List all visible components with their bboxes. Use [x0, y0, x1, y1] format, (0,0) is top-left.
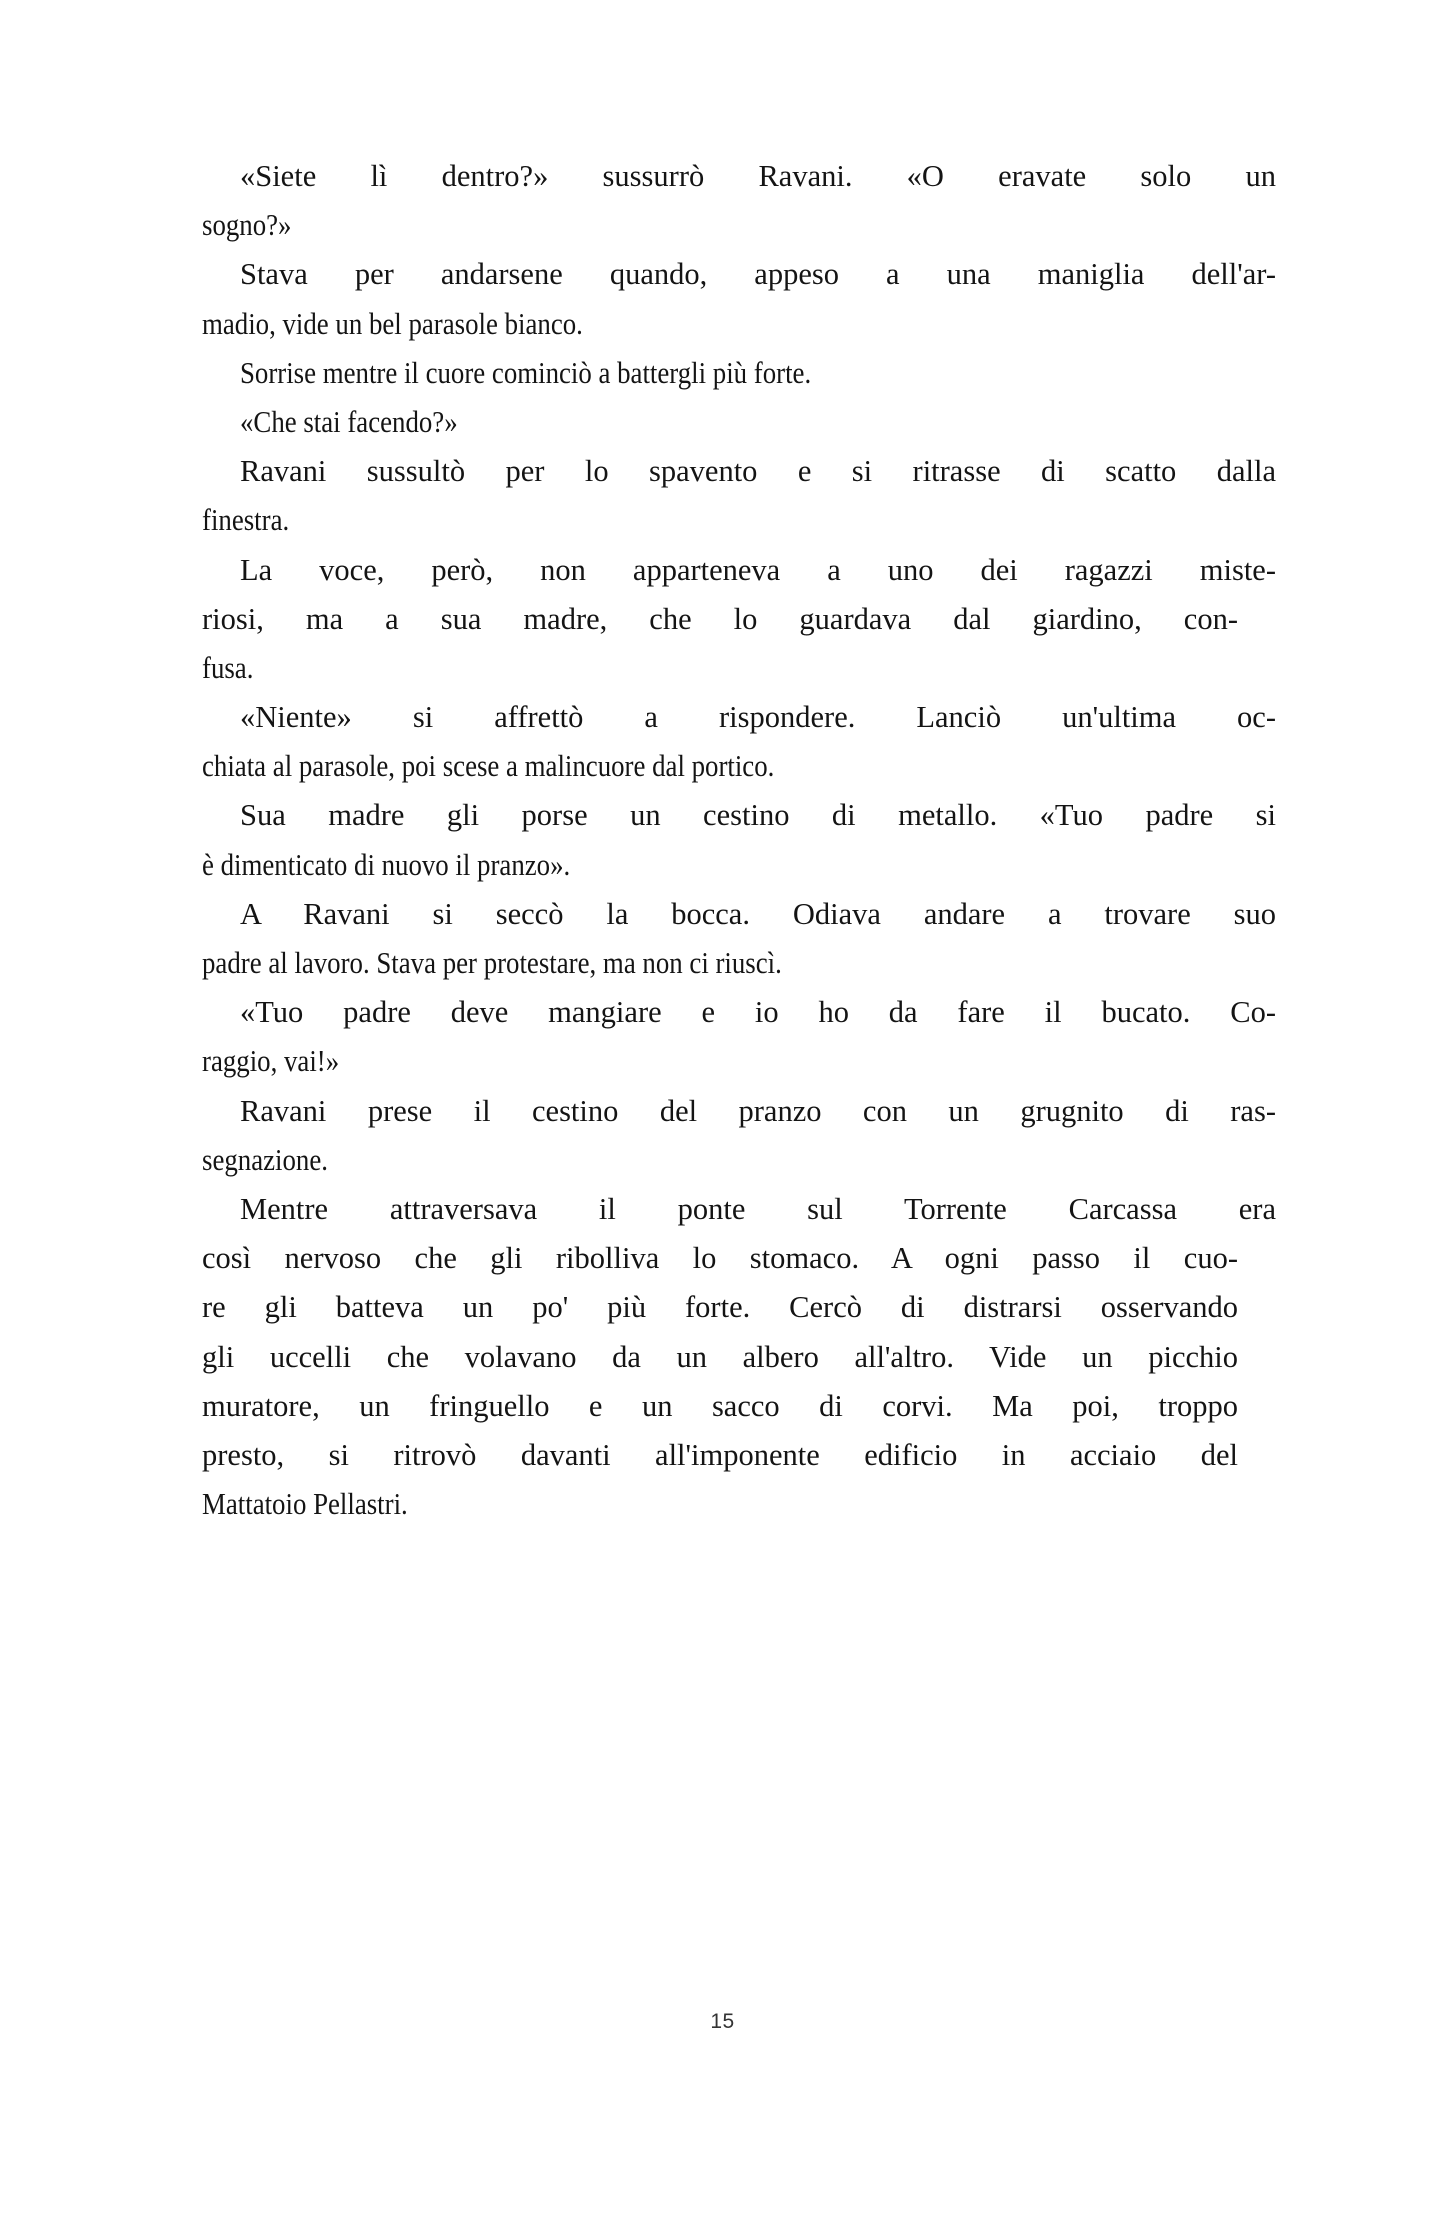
text-line: [202, 1185, 1276, 1234]
line-text: La voce, però, non apparteneva a uno dei ragazzi miste-: [240, 552, 1276, 587]
text-line: [202, 1283, 1238, 1332]
text-line: [202, 447, 1276, 496]
line-text: fusa.: [202, 650, 254, 685]
paragraph: [202, 693, 1276, 791]
line-text: gli uccelli che volavano da un albero all'altro. Vide un picchio: [202, 1339, 1238, 1374]
text-line: [202, 496, 1238, 545]
text-line: [202, 841, 1238, 890]
text-line: [202, 939, 1238, 988]
paragraph: [202, 988, 1276, 1086]
text-line: [202, 1087, 1276, 1136]
text-line: [202, 595, 1238, 644]
line-text: «Tuo padre deve mangiare e io ho da fare il bucato. Co-: [240, 995, 1276, 1030]
line-text: A Ravani si seccò la bocca. Odiava andare a trovare suo: [240, 896, 1276, 931]
text-line: [202, 1382, 1238, 1431]
line-text: sogno?»: [202, 208, 292, 243]
line-text: chiata al parasole, poi scese a malincuore dal portico.: [202, 749, 775, 784]
paragraph: [202, 1087, 1276, 1185]
text-line: [202, 1136, 1238, 1185]
line-text: «Siete lì dentro?» sussurrò Ravani. «O eravate solo un: [240, 159, 1276, 193]
text-line: [202, 1234, 1238, 1283]
text-line: [202, 152, 1276, 201]
line-text: raggio, vai!»: [202, 1044, 340, 1079]
line-text: «Niente» si affrettò a rispondere. Lanciò un'ultima oc-: [240, 700, 1276, 735]
text-line: [202, 546, 1276, 595]
line-text: padre al lavoro. Stava per protestare, ma non ci riuscì.: [202, 946, 782, 980]
text-line: [202, 349, 1238, 398]
paragraph: [202, 447, 1276, 545]
text-line: [202, 398, 1238, 447]
text-line: [202, 890, 1276, 939]
line-text: finestra.: [202, 503, 290, 538]
line-text: è dimenticato di nuovo il pranzo».: [202, 847, 571, 882]
line-text: Mentre attraversava il ponte sul Torrente Carcassa era: [240, 1191, 1276, 1226]
line-text: muratore, un fringuello e un sacco di corvi. Ma poi, troppo: [202, 1388, 1238, 1423]
text-line: [202, 988, 1276, 1037]
text-line: [202, 742, 1238, 791]
page-number: 15: [710, 2010, 735, 2033]
line-text: re gli batteva un po' più forte. Cercò di distrarsi osservando: [202, 1290, 1238, 1325]
page-body-text: [202, 152, 1276, 1529]
line-text: madio, vide un bel parasole bianco.: [202, 306, 583, 341]
text-line: [202, 644, 1238, 693]
paragraph: [202, 546, 1276, 694]
text-line: [202, 1431, 1238, 1480]
text-line: [202, 791, 1276, 840]
text-line: [202, 1037, 1238, 1086]
line-text: riosi, ma a sua madre, che lo guardava dal giardino, con-: [202, 601, 1238, 636]
text-line: [202, 300, 1238, 349]
line-text: così nervoso che gli ribolliva lo stomaco. A ogni passo il cuo-: [202, 1241, 1238, 1276]
paragraph: [202, 349, 1238, 398]
line-text: segnazione.: [202, 1142, 328, 1177]
line-text: Ravani sussultò per lo spavento e si ritrasse di scatto dalla: [240, 454, 1276, 489]
text-line: [202, 1480, 1238, 1529]
paragraph: [202, 1185, 1276, 1529]
line-text: presto, si ritrovò davanti all'imponente edificio in acciaio del: [202, 1437, 1238, 1472]
line-text: «Che stai facendo?»: [240, 404, 458, 439]
text-line: [202, 1333, 1238, 1382]
paragraph: [202, 791, 1276, 889]
line-text: Mattatoio Pellastri.: [202, 1487, 408, 1522]
text-line: [202, 693, 1276, 742]
paragraph: [202, 250, 1276, 348]
paragraph: [202, 890, 1276, 988]
line-text: Sua madre gli porse un cestino di metallo. «Tuo padre si: [240, 798, 1276, 833]
paragraph: [202, 398, 1238, 447]
line-text: Sorrise mentre il cuore cominciò a battergli più forte.: [240, 355, 812, 390]
text-line: [202, 201, 1238, 250]
paragraph: [202, 152, 1276, 250]
line-text: Ravani prese il cestino del pranzo con un grugnito di ras-: [240, 1093, 1276, 1128]
line-text: Stava per andarsene quando, appeso a una maniglia dell'ar-: [240, 257, 1276, 292]
text-line: [202, 250, 1276, 299]
